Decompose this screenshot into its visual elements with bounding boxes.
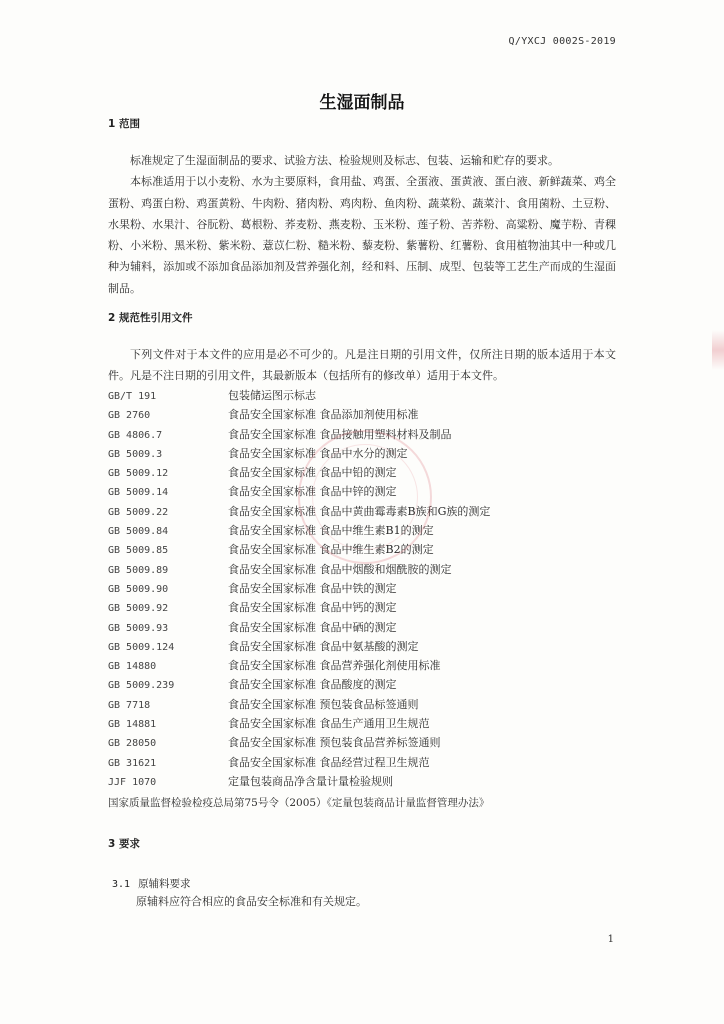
reference-code: GB/T 191 (108, 391, 157, 402)
reference-code: GB 5009.22 (108, 506, 169, 518)
reference-title: 食品安全国家标准 食品经营过程卫生规范 (228, 755, 430, 769)
reference-row (108, 618, 628, 637)
scope-paragraph-2: 本标准适用于以小麦粉、水为主要原料，食用盐、鸡蛋、全蛋液、蛋黄液、蛋白液、新鲜蔬菜、鸡全蛋粉、鸡蛋白粉、鸡蛋黄粉、牛肉粉、猪肉粉、鸡肉粉、鱼肉粉、蔬菜粉、蔬菜汁、食用菌粉、土豆粉、水果粉、水果汁、谷朊粉、葛根粉、荞麦粉、燕麦粉、玉米粉、莲子粉、苦荞粉、高粱粉、魔芋粉、青稞粉、小米粉、黑米粉、紫米粉、薏苡仁粉、糙米粉、藜麦粉、紫薯粉、红薯粉、食用植物油其中一种或几种为辅料，添加或不添加食品添加剂及营养强化剂，经和料、压制、成型、包装等工艺生产而成的生湿面制品。 (108, 175, 616, 295)
reference-code: GB 5009.3 (108, 448, 163, 460)
reference-title: 食品安全国家标准 食品中铅的测定 (228, 466, 397, 480)
subsection-title: 原辅料要求 (138, 878, 191, 890)
document-title: 生湿面制品 (319, 93, 405, 113)
reference-row (108, 695, 628, 714)
reference-title: 食品安全国家标准 食品添加剂使用标准 (228, 408, 419, 422)
reference-code: GB 14880 (108, 661, 157, 673)
reference-row (108, 560, 628, 579)
reference-title: 食品安全国家标准 食品接触用塑料材料及制品 (228, 427, 452, 441)
subsection-heading-raw-materials (112, 876, 191, 891)
reference-row (108, 482, 628, 501)
reference-title: 食品安全国家标准 食品营养强化剂使用标准 (228, 659, 441, 673)
references-intro-text: 下列文件对于本文件的应用是必不可少的。凡是注日期的引用文件，仅所注日期的版本适用于本文件。凡是不注日期的引用文件，其最新版本（包括所有的修改单）适用于本文件。 (108, 348, 616, 383)
reference-title: 食品安全国家标准 食品中硒的测定 (228, 620, 397, 634)
reference-row (108, 733, 628, 752)
scope-paragraph-1: 标准规定了生湿面制品的要求、试验方法、检验规则及标志、包装、运输和贮存的要求。 (130, 154, 559, 167)
reference-title: 食品安全国家标准 食品中钙的测定 (228, 601, 397, 615)
reference-code: GB 5009.239 (108, 680, 175, 692)
reference-row (108, 444, 628, 463)
reference-code: GB 2760 (108, 410, 151, 422)
section-heading-references: 2 规范性引用文件 (108, 312, 193, 324)
page-number: 1 (607, 934, 614, 945)
reference-row (108, 405, 628, 424)
reference-row (108, 502, 628, 521)
reference-code: GB 5009.90 (108, 583, 169, 595)
reference-title: 食品安全国家标准 食品中黄曲霉毒素B族和G族的测定 (228, 504, 491, 518)
reference-row (108, 386, 628, 405)
section-heading-scope: 1 范围 (108, 118, 140, 130)
reference-title: 食品安全国家标准 食品酸度的测定 (228, 678, 397, 692)
reference-code: GB 5009.84 (108, 526, 169, 538)
reference-row (108, 714, 628, 733)
reference-row (108, 753, 628, 772)
reference-title: 食品安全国家标准 食品中水分的测定 (228, 446, 408, 460)
reference-row (108, 675, 628, 694)
reference-row (108, 425, 628, 444)
reference-title: 食品安全国家标准 食品中烟酸和烟酰胺的测定 (228, 562, 452, 576)
references-intro (108, 344, 616, 387)
reference-code: GB 31621 (108, 757, 157, 769)
reference-title: 食品安全国家标准 食品中氨基酸的测定 (228, 639, 419, 653)
reference-title: 食品安全国家标准 预包装食品营养标签通则 (228, 736, 441, 750)
reference-code: GB 4806.7 (108, 429, 163, 441)
reference-title: 食品安全国家标准 食品中维生素B2的测定 (228, 543, 434, 557)
reference-code: GB 14881 (108, 719, 157, 731)
reference-title: 食品安全国家标准 食品中铁的测定 (228, 581, 397, 595)
reference-row (108, 463, 628, 482)
reference-code: GB 28050 (108, 738, 157, 750)
reference-code: JJF 1070 (108, 776, 157, 788)
reference-code: GB 5009.12 (108, 468, 169, 480)
reference-title: 定量包装商品净含量计量检验规则 (228, 774, 393, 788)
reference-title: 食品安全国家标准 食品生产通用卫生规范 (228, 717, 430, 731)
reference-row (108, 656, 628, 675)
reference-title: 食品安全国家标准 食品中锌的测定 (228, 485, 397, 499)
reference-title: 食品安全国家标准 食品中维生素B1的测定 (228, 524, 434, 538)
raw-materials-text: 原辅料应符合相应的食品安全标准和有关规定。 (136, 895, 367, 908)
reference-row (108, 637, 628, 656)
reference-row (108, 598, 628, 617)
section-heading-requirements: 3 要求 (108, 838, 140, 850)
subsection-number: 3.1 (112, 879, 131, 890)
reference-row (108, 540, 628, 559)
reference-title: 食品安全国家标准 预包装食品标签通则 (228, 697, 419, 711)
reference-title: 包装储运图示标志 (228, 389, 316, 402)
reference-code: GB 7718 (108, 699, 151, 711)
standard-code: Q/YXCJ 0002S-2019 (508, 36, 616, 47)
reference-code: GB 5009.93 (108, 622, 169, 634)
reference-note: 国家质量监督检验检疫总局第75号令（2005）《定量包装商品计量监督管理办法》 (108, 797, 490, 809)
page-edge-mark (712, 330, 724, 370)
reference-list (108, 386, 628, 791)
reference-code: GB 5009.85 (108, 545, 169, 557)
scope-text (108, 150, 616, 299)
reference-code: GB 5009.92 (108, 603, 169, 615)
reference-row (108, 579, 628, 598)
reference-code: GB 5009.14 (108, 487, 169, 499)
reference-code: GB 5009.89 (108, 564, 169, 576)
reference-row (108, 772, 628, 791)
reference-row (108, 521, 628, 540)
reference-code: GB 5009.124 (108, 641, 175, 653)
